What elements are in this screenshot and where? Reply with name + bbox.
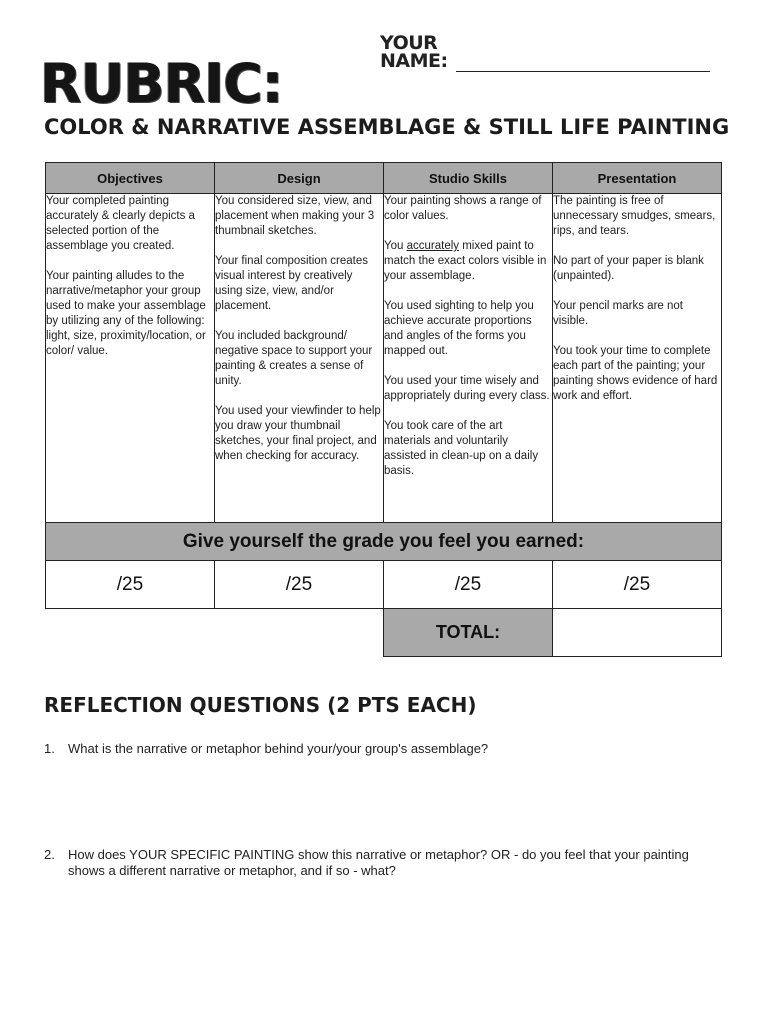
criterion-text: Your painting shows a range of color values.: [384, 195, 542, 222]
criterion-text: You used your viewfinder to help you draw your thumbnail sketches, your final project, and when checking for accuracy.: [215, 405, 381, 462]
total-label: TOTAL:: [384, 609, 553, 657]
design-cell: [215, 194, 384, 523]
criterion-text: Your final composition creates visual interest by creatively using size, view, and/or placement.: [215, 255, 368, 312]
criterion-text: No part of your paper is blank (unpainted).: [553, 255, 704, 282]
empty-cell: [215, 609, 384, 657]
rubric-table: [45, 162, 722, 657]
question-text: What is the narrative or metaphor behind your/your group's assemblage?: [68, 741, 489, 756]
grade-banner: Give yourself the grade you feel you earned:: [46, 523, 722, 561]
criterion-text: You took care of the art materials and voluntarily assisted in clean-up on a daily basis.: [384, 420, 539, 477]
criterion-text: Your pencil marks are not visible.: [553, 300, 683, 327]
studio-skills-cell: [384, 194, 553, 523]
score-presentation[interactable]: /25: [553, 561, 722, 609]
your-label: YOUR: [380, 32, 438, 54]
column-header-studio-skills: Studio Skills: [384, 163, 553, 194]
rubric-header-row: [46, 163, 722, 194]
criterion-text: You used your time wisely and appropriately during every class.: [384, 375, 550, 402]
question-number: 2.: [44, 847, 55, 862]
score-studio-skills[interactable]: /25: [384, 561, 553, 609]
criterion-text: Your painting alludes to the narrative/metaphor your group used to make your assemblage by utilizing any of the following: light, size, proximity/location, or color/ value.: [46, 270, 206, 357]
column-header-objectives: Objectives: [46, 163, 215, 194]
total-row: [46, 609, 722, 657]
name-label-block: [380, 34, 448, 70]
column-header-presentation: Presentation: [553, 163, 722, 194]
criterion-text: You included background/ negative space to support your painting & creates a sense of unity.: [215, 330, 373, 387]
empty-cell: [46, 609, 215, 657]
criterion-text-part: mixed paint to match the exact colors visible in your assemblage.: [384, 240, 547, 282]
criterion-text: The painting is free of unnecessary smudges, smears, rips, and tears.: [553, 195, 716, 237]
rubric-criteria-row: [46, 194, 722, 523]
name-write-line[interactable]: [456, 71, 710, 72]
name-label: NAME:: [380, 50, 448, 72]
total-score-field[interactable]: [553, 609, 722, 657]
objectives-cell: [46, 194, 215, 523]
page-title: RUBRIC:: [40, 52, 283, 115]
presentation-cell: [553, 194, 722, 523]
score-objectives[interactable]: /25: [46, 561, 215, 609]
criterion-text: You used sighting to help you achieve accurate proportions and angles of the forms you mapped out.: [384, 300, 534, 357]
criterion-text: Your completed painting accurately & clearly depicts a selected portion of the assemblage you created.: [46, 195, 195, 252]
question-text: How does YOUR SPECIFIC PAINTING show this narrative or metaphor? OR - do you feel that your painting shows a different narrative or metaphor, and if so - what?: [68, 847, 689, 878]
criterion-text: You took your time to complete each part of the painting; your painting shows evidence of hard work and effort.: [553, 345, 718, 402]
score-row: [46, 561, 722, 609]
criterion-text: [384, 239, 552, 284]
page-subtitle: COLOR & NARRATIVE ASSEMBLAGE & STILL LIFE PAINTING: [44, 115, 730, 139]
column-header-design: Design: [215, 163, 384, 194]
grade-banner-row: [46, 523, 722, 561]
criterion-text: You considered size, view, and placement when making your 3 thumbnail sketches.: [215, 195, 375, 237]
question-number: 1.: [44, 741, 55, 756]
reflection-heading: REFLECTION QUESTIONS (2 PTS EACH): [44, 693, 477, 717]
underlined-emphasis: accurately: [406, 240, 460, 252]
score-design[interactable]: /25: [215, 561, 384, 609]
criterion-text-part: You: [384, 240, 407, 252]
